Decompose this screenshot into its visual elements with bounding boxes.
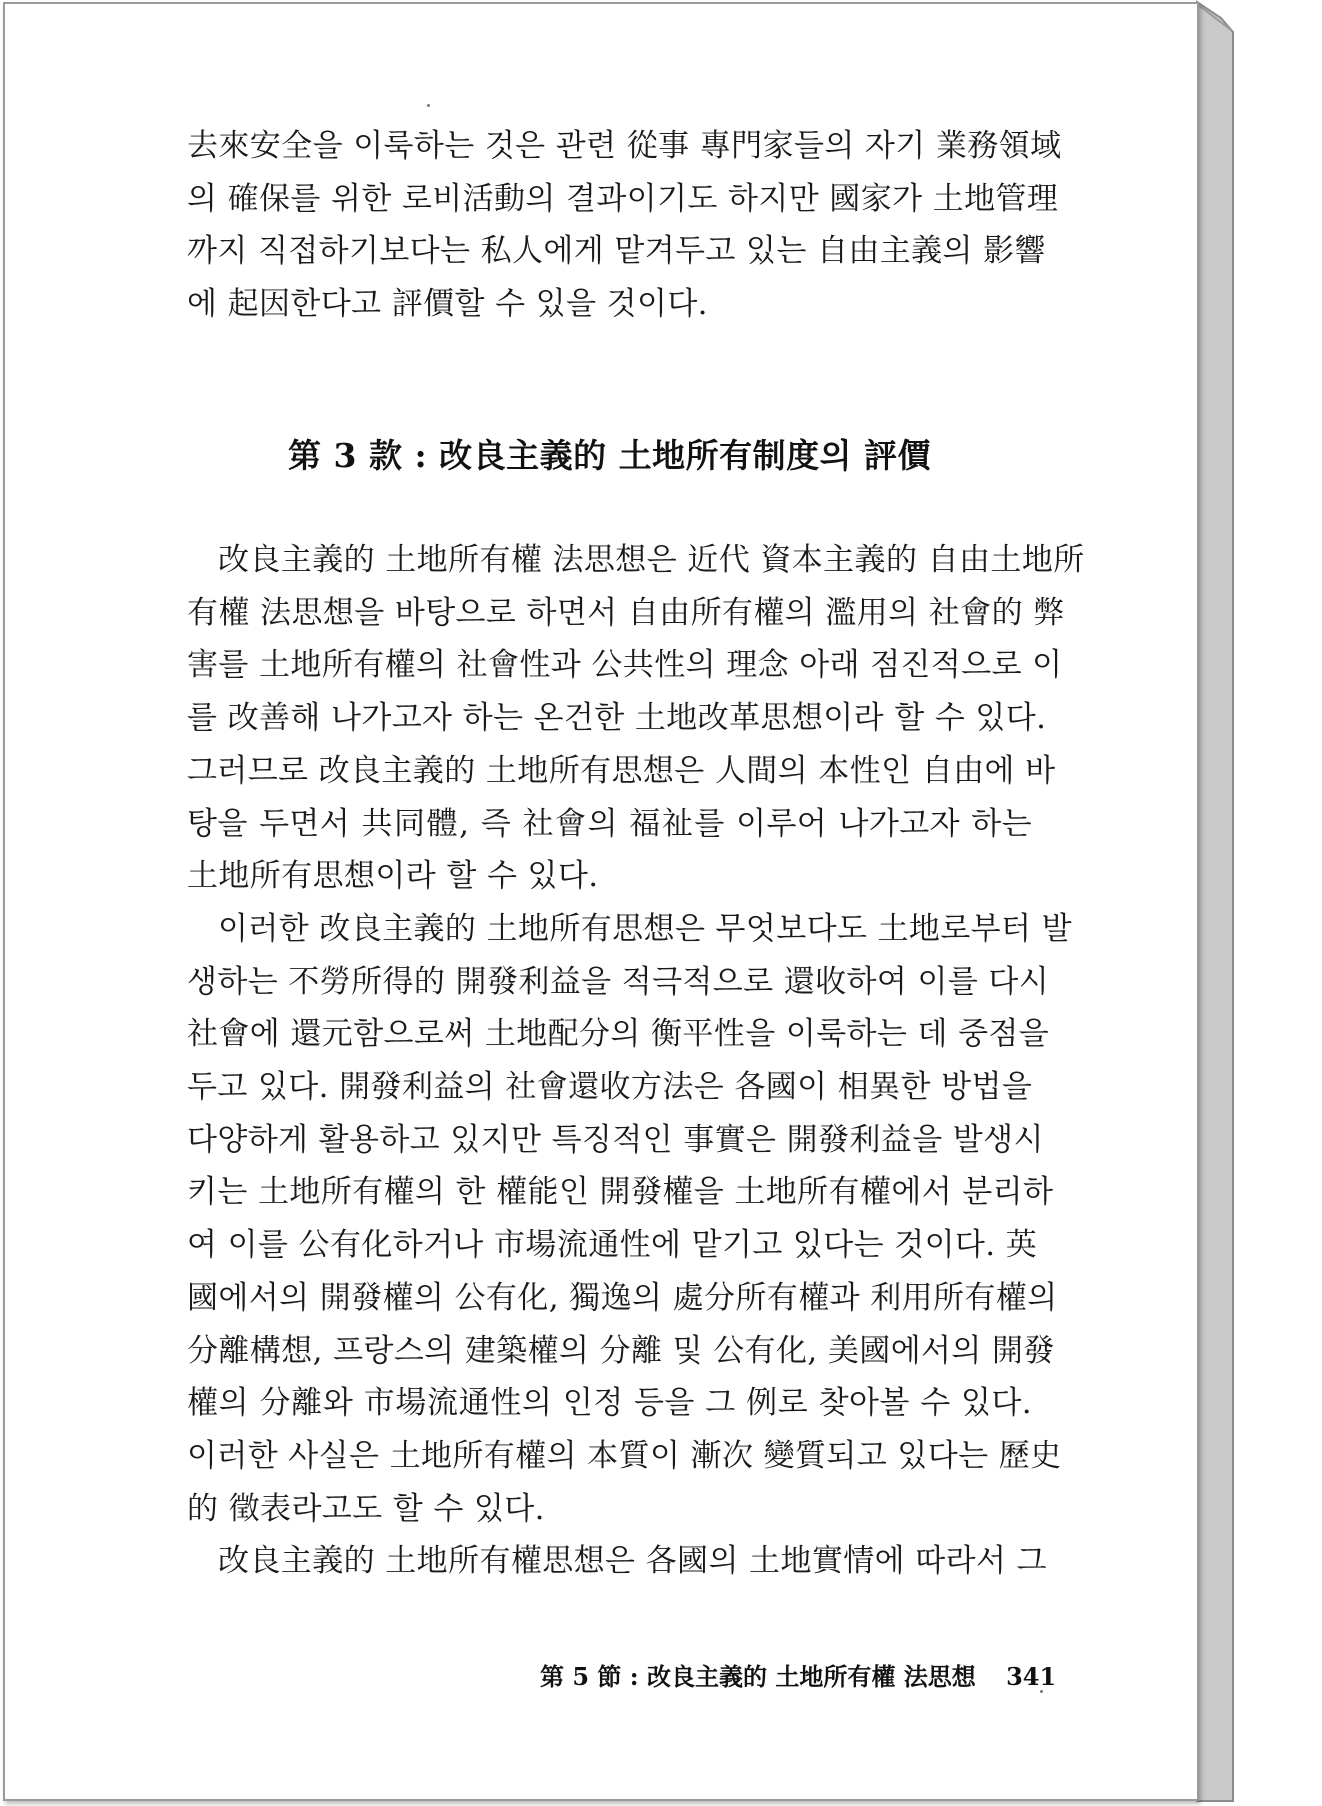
text-line: 土地所有思想이라 할 수 있다.	[187, 858, 599, 895]
section-heading: 第 3 款 : 改良主義的 土地所有制度의 評價	[288, 436, 931, 475]
text-line: 有權 法思想을 바탕으로 하면서 自由所有權의 濫用의 社會的 弊	[187, 594, 1065, 631]
text-line: 여 이를 公有化하거나 市場流通性에 맡기고 있다는 것이다. 英	[187, 1227, 1038, 1264]
text-line: 까지 직접하기보다는 私人에게 맡겨두고 있는 自由主義의 影響	[187, 233, 1046, 270]
text-line: 害를 土地所有權의 社會性과 公共性의 理念 아래 점진적으로 이	[187, 647, 1063, 684]
paragraph-4	[187, 1535, 1047, 1588]
text-line: 다양하게 활용하고 있지만 특징적인 事實은 開發利益을 발생시	[187, 1121, 1044, 1158]
page-number: 341	[1006, 1662, 1057, 1691]
text-line: 의 確保를 위한 로비活動의 결과이기도 하지만 國家가 土地管理	[187, 180, 1059, 217]
text-line: 이러한 사실은 土地所有權의 本質이 漸次 變質되고 있다는 歷史	[187, 1437, 1062, 1474]
text-line: 생하는 不勞所得的 開發利益을 적극적으로 還收하여 이를 다시	[187, 963, 1050, 1000]
paragraph-3	[187, 903, 1072, 1535]
text-line: 權의 分離와 市場流通性의 인정 등을 그 例로 찾아볼 수 있다.	[187, 1385, 1032, 1422]
text-line: 이러한 改良主義的 土地所有思想은 무엇보다도 土地로부터 발	[218, 910, 1072, 947]
paragraph-2	[187, 534, 1085, 903]
running-title: 第 5 節 : 改良主義的 土地所有權 法思想	[540, 1662, 976, 1691]
book-spine-edge	[1197, 2, 1243, 1801]
text-line: 的 徵表라고도 할 수 있다.	[187, 1490, 545, 1527]
text-line: 國에서의 開發權의 公有化, 獨逸의 處分所有權과 利用所有權의	[187, 1279, 1058, 1316]
text-line: 改良主義的 土地所有權 法思想은 近代 資本主義的 自由土地所	[218, 542, 1085, 578]
text-line: 그러므로 改良主義的 土地所有思想은 人間의 本性인 自由에 바	[187, 752, 1056, 789]
text-line: 改良主義的 土地所有權思想은 各國의 土地實情에 따라서 그	[218, 1543, 1047, 1580]
scan-speck	[427, 104, 430, 107]
text-line: 두고 있다. 開發利益의 社會還收方法은 各國이 相異한 방법을	[187, 1069, 1033, 1106]
body-text	[187, 534, 1085, 1588]
text-line: 키는 土地所有權의 한 權能인 開發權을 土地所有權에서 분리하	[187, 1174, 1054, 1211]
text-line: 社會에 還元함으로써 土地配分의 衡平性을 이룩하는 데 중점을	[187, 1016, 1050, 1053]
paragraph-1	[187, 120, 1062, 331]
text-line: 去來安全을 이룩하는 것은 관련 從事 專門家들의 자기 業務領域	[187, 128, 1062, 164]
page-footer	[540, 1657, 1056, 1692]
text-line: 탕을 두면서 共同體, 즉 社會의 福祉를 이루어 나가고자 하는	[187, 805, 1032, 842]
text-line: 分離構想, 프랑스의 建築權의 分離 및 公有化, 美國에서의 開發	[187, 1332, 1055, 1369]
text-line: 에 起因한다고 評價할 수 있을 것이다.	[187, 286, 708, 323]
text-line: 를 改善해 나가고자 하는 온건한 土地改革思想이라 할 수 있다.	[187, 700, 1047, 737]
